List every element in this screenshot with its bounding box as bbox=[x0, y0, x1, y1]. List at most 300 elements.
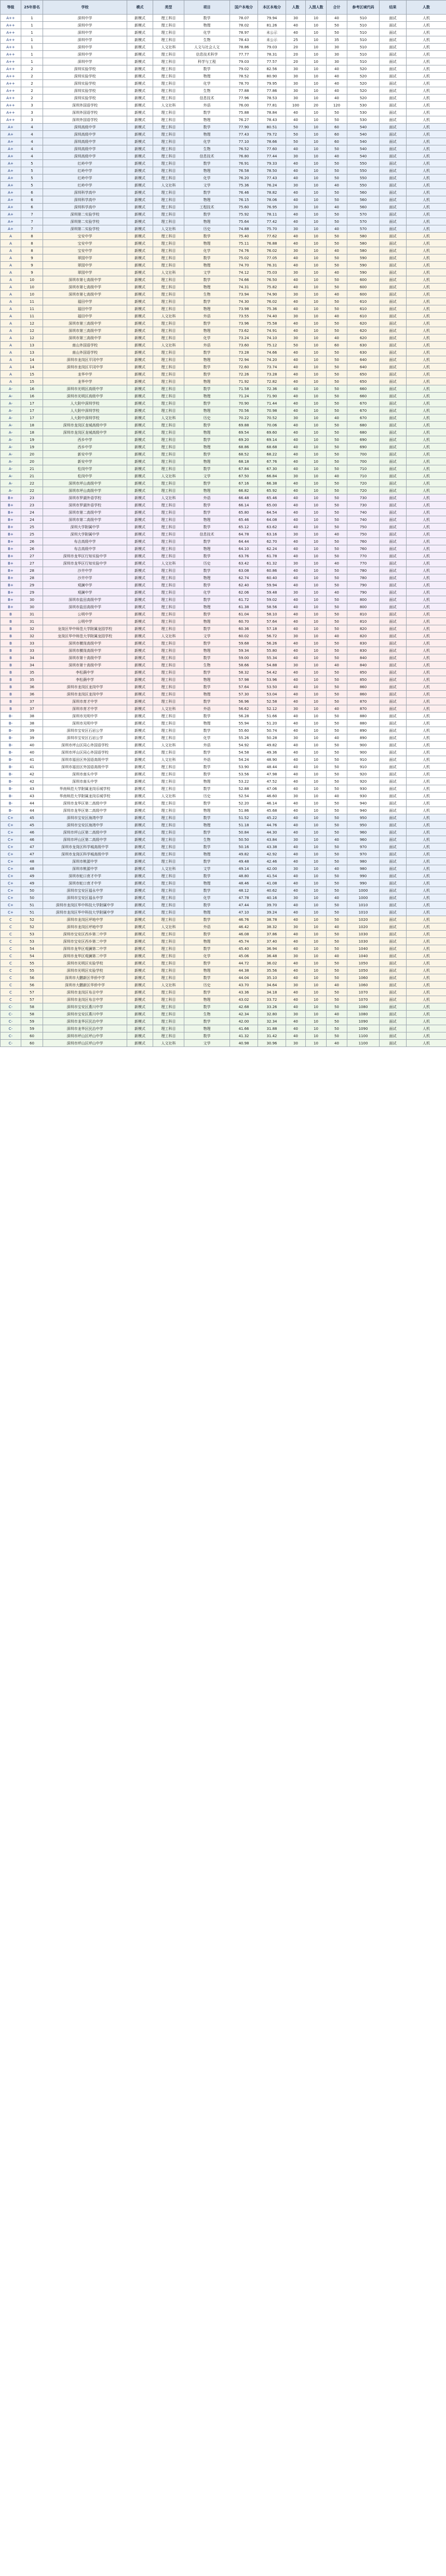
cell-status: 人机 bbox=[407, 734, 446, 742]
cell-type: 理工科目 bbox=[153, 247, 184, 254]
table-row bbox=[1, 334, 446, 342]
cell-project: 数学 bbox=[184, 611, 230, 618]
cell-school: 深圳中学 bbox=[43, 44, 127, 51]
cell-track-score: 52.88 bbox=[230, 785, 258, 793]
table-row bbox=[1, 393, 446, 400]
cell-total: 40 bbox=[327, 65, 347, 73]
cell-enroll: 40 bbox=[286, 458, 306, 465]
cell-status: 人机 bbox=[407, 989, 446, 996]
cell-mode: 新模式 bbox=[127, 611, 153, 618]
cell-result: 面试 bbox=[380, 73, 407, 80]
cell-enroll: 40 bbox=[286, 814, 306, 822]
table-row bbox=[1, 771, 446, 778]
cell-tier: B- bbox=[1, 771, 21, 778]
cell-rank: 18 bbox=[21, 422, 43, 429]
cell-school: 深圳市横岗高级中学 bbox=[43, 640, 127, 647]
cell-result: 面试 bbox=[380, 618, 407, 625]
cell-ref: 760 bbox=[347, 538, 380, 545]
cell-result: 面试 bbox=[380, 65, 407, 73]
cell-track-score: 42.68 bbox=[230, 1003, 258, 1011]
cell-status: 人机 bbox=[407, 116, 446, 124]
cell-total: 50 bbox=[327, 516, 347, 524]
cell-rank: 39 bbox=[21, 734, 43, 742]
cell-school: 深圳中学 bbox=[43, 58, 127, 65]
cell-type: 理工科目 bbox=[153, 582, 184, 589]
cell-enroll: 40 bbox=[286, 582, 306, 589]
cell-admit-score: 43.84 bbox=[258, 836, 286, 843]
cell-total: 50 bbox=[327, 298, 347, 305]
cell-status: 人机 bbox=[407, 44, 446, 51]
table-row bbox=[1, 894, 446, 902]
cell-rank: 12 bbox=[21, 320, 43, 327]
cell-project: 外语 bbox=[184, 313, 230, 320]
cell-enroll: 30 bbox=[286, 734, 306, 742]
cell-mode: 新模式 bbox=[127, 734, 153, 742]
cell-project: 物理 bbox=[184, 73, 230, 80]
cell-track-score: 77.10 bbox=[230, 138, 258, 145]
table-row bbox=[1, 742, 446, 749]
cell-admit-count: 10 bbox=[306, 480, 327, 487]
cell-admit-count: 10 bbox=[306, 167, 327, 175]
table-row bbox=[1, 480, 446, 487]
cell-track-score: 73.94 bbox=[230, 291, 258, 298]
cell-type: 人文社科 bbox=[153, 742, 184, 749]
cell-enroll: 40 bbox=[286, 603, 306, 611]
cell-enroll: 20 bbox=[286, 51, 306, 58]
cell-ref: 900 bbox=[347, 749, 380, 756]
cell-type: 人文社科 bbox=[153, 705, 184, 713]
cell-tier: A++ bbox=[1, 116, 21, 124]
cell-enroll: 40 bbox=[286, 574, 306, 582]
cell-mode: 新模式 bbox=[127, 698, 153, 705]
cell-ref: 1060 bbox=[347, 974, 380, 982]
cell-school: 深圳市第七高级中学 bbox=[43, 291, 127, 298]
cell-status: 人机 bbox=[407, 589, 446, 596]
cell-status: 人机 bbox=[407, 269, 446, 276]
cell-mode: 新模式 bbox=[127, 560, 153, 567]
cell-track-score: 63.76 bbox=[230, 553, 258, 560]
cell-mode: 新模式 bbox=[127, 749, 153, 756]
cell-result: 面试 bbox=[380, 771, 407, 778]
cell-ref: 930 bbox=[347, 793, 380, 800]
cell-project: 数学 bbox=[184, 65, 230, 73]
cell-ref: 790 bbox=[347, 589, 380, 596]
cell-ref: 900 bbox=[347, 742, 380, 749]
cell-tier: A+ bbox=[1, 124, 21, 131]
cell-project: 历史 bbox=[184, 560, 230, 567]
cell-status: 人机 bbox=[407, 247, 446, 254]
cell-enroll: 40 bbox=[286, 625, 306, 633]
cell-track-score: 49.14 bbox=[230, 865, 258, 873]
cell-status: 人机 bbox=[407, 414, 446, 422]
cell-ref: 830 bbox=[347, 640, 380, 647]
cell-ref: 550 bbox=[347, 175, 380, 182]
cell-track-score: 64.10 bbox=[230, 545, 258, 553]
cell-admit-count: 10 bbox=[306, 1025, 327, 1032]
cell-project: 外语 bbox=[184, 923, 230, 931]
table-row bbox=[1, 698, 446, 705]
cell-track-score: 46.08 bbox=[230, 931, 258, 938]
table-row bbox=[1, 567, 446, 574]
cell-mode: 新模式 bbox=[127, 829, 153, 836]
cell-type: 理工科目 bbox=[153, 378, 184, 385]
cell-rank: 36 bbox=[21, 691, 43, 698]
cell-mode: 新模式 bbox=[127, 880, 153, 887]
cell-admit-count: 10 bbox=[306, 371, 327, 378]
cell-track-score: 51.52 bbox=[230, 814, 258, 822]
cell-ref: 510 bbox=[347, 15, 380, 22]
cell-project: 数学 bbox=[184, 989, 230, 996]
cell-project: 信息技术科学 bbox=[184, 51, 230, 58]
cell-type: 理工科目 bbox=[153, 327, 184, 334]
cell-status: 人机 bbox=[407, 945, 446, 952]
cell-tier: A++ bbox=[1, 15, 21, 22]
cell-ref: 640 bbox=[347, 364, 380, 371]
cell-type: 理工科目 bbox=[153, 444, 184, 451]
cell-admit-count: 10 bbox=[306, 116, 327, 124]
cell-school: 深圳外国语学校 bbox=[43, 109, 127, 116]
cell-project: 信息技术 bbox=[184, 531, 230, 538]
cell-mode: 新模式 bbox=[127, 1018, 153, 1025]
cell-project: 物理 bbox=[184, 647, 230, 654]
cell-admit-count: 10 bbox=[306, 647, 327, 654]
cell-rank: 32 bbox=[21, 633, 43, 640]
cell-enroll: 40 bbox=[286, 771, 306, 778]
cell-status: 人机 bbox=[407, 727, 446, 734]
cell-tier: B+ bbox=[1, 574, 21, 582]
cell-enroll: 30 bbox=[286, 80, 306, 87]
table-row bbox=[1, 923, 446, 931]
cell-admit-count: 10 bbox=[306, 516, 327, 524]
cell-status: 人机 bbox=[407, 545, 446, 553]
table-body bbox=[1, 15, 446, 1047]
cell-mode: 新模式 bbox=[127, 596, 153, 603]
table-row bbox=[1, 284, 446, 291]
cell-total: 50 bbox=[327, 451, 347, 458]
cell-enroll: 40 bbox=[286, 407, 306, 414]
cell-total: 50 bbox=[327, 785, 347, 793]
cell-total: 50 bbox=[327, 713, 347, 720]
cell-total: 50 bbox=[327, 669, 347, 676]
cell-project: 数学 bbox=[184, 451, 230, 458]
cell-tier: B+ bbox=[1, 531, 21, 538]
cell-ref: 590 bbox=[347, 269, 380, 276]
cell-admit-count: 10 bbox=[306, 865, 327, 873]
cell-tier: A+ bbox=[1, 225, 21, 233]
cell-result: 面试 bbox=[380, 894, 407, 902]
cell-enroll: 30 bbox=[286, 291, 306, 298]
cell-tier: C bbox=[1, 916, 21, 923]
cell-track-score: 53.90 bbox=[230, 763, 258, 771]
cell-ref: 710 bbox=[347, 465, 380, 473]
cell-total: 50 bbox=[327, 1025, 347, 1032]
cell-admit-score: 77.57 bbox=[258, 58, 286, 65]
cell-project: 物理 bbox=[184, 444, 230, 451]
table-row bbox=[1, 938, 446, 945]
cell-ref: 1050 bbox=[347, 960, 380, 967]
cell-total: 50 bbox=[327, 364, 347, 371]
cell-result: 面试 bbox=[380, 829, 407, 836]
cell-result: 面试 bbox=[380, 654, 407, 662]
cell-school: 观澜中学 bbox=[43, 589, 127, 596]
cell-type: 人文社科 bbox=[153, 633, 184, 640]
cell-school: 深圳实验学校 bbox=[43, 65, 127, 73]
cell-track-score: 76.00 bbox=[230, 102, 258, 109]
cell-admit-score: 78.43 bbox=[258, 116, 286, 124]
cell-status: 人机 bbox=[407, 836, 446, 843]
cell-type: 理工科目 bbox=[153, 465, 184, 473]
cell-rank: 60 bbox=[21, 1032, 43, 1040]
cell-enroll: 50 bbox=[286, 131, 306, 138]
cell-total: 50 bbox=[327, 422, 347, 429]
cell-admit-count: 10 bbox=[306, 87, 327, 95]
cell-school: 公明中学 bbox=[43, 618, 127, 625]
cell-type: 人文社科 bbox=[153, 102, 184, 109]
cell-result: 面试 bbox=[380, 778, 407, 785]
cell-ref: 720 bbox=[347, 480, 380, 487]
cell-admit-score: 34.18 bbox=[258, 989, 286, 996]
cell-track-score: 50.16 bbox=[230, 843, 258, 851]
cell-ref: 1080 bbox=[347, 1003, 380, 1011]
cell-rank: 29 bbox=[21, 582, 43, 589]
cell-ref: 780 bbox=[347, 567, 380, 574]
cell-school: 深圳第二实验学校 bbox=[43, 211, 127, 218]
cell-project: 信息技术 bbox=[184, 95, 230, 102]
cell-status: 人机 bbox=[407, 647, 446, 654]
cell-school: 深圳市龙华区第二高级中学 bbox=[43, 807, 127, 814]
cell-tier: C bbox=[1, 989, 21, 996]
cell-admit-count: 10 bbox=[306, 909, 327, 916]
cell-admit-score: 54.88 bbox=[258, 662, 286, 669]
cell-result: 面试 bbox=[380, 487, 407, 494]
table-row bbox=[1, 73, 446, 80]
cell-admit-count: 10 bbox=[306, 793, 327, 800]
cell-admit-score: 32.34 bbox=[258, 1018, 286, 1025]
cell-school: 深圳市龙岗区龙城高级中学 bbox=[43, 429, 127, 436]
cell-mode: 新模式 bbox=[127, 1025, 153, 1032]
cell-total: 40 bbox=[327, 269, 347, 276]
cell-project: 物理 bbox=[184, 218, 230, 225]
cell-total: 50 bbox=[327, 145, 347, 153]
cell-total: 50 bbox=[327, 582, 347, 589]
cell-ref: 650 bbox=[347, 371, 380, 378]
cell-admit-score: 60.40 bbox=[258, 574, 286, 582]
cell-mode: 新模式 bbox=[127, 538, 153, 545]
cell-result: 面试 bbox=[380, 633, 407, 640]
cell-admit-score: 59.48 bbox=[258, 589, 286, 596]
cell-admit-score: 48.90 bbox=[258, 756, 286, 763]
table-row bbox=[1, 15, 446, 22]
cell-admit-count: 10 bbox=[306, 1018, 327, 1025]
cell-status: 人机 bbox=[407, 1011, 446, 1018]
cell-admit-count: 10 bbox=[306, 44, 327, 51]
cell-total: 50 bbox=[327, 763, 347, 771]
cell-admit-count: 10 bbox=[306, 182, 327, 189]
cell-track-score: 67.16 bbox=[230, 480, 258, 487]
cell-result: 面试 bbox=[380, 713, 407, 720]
cell-track-score: 68.52 bbox=[230, 451, 258, 458]
cell-result: 面试 bbox=[380, 516, 407, 524]
cell-admit-count: 10 bbox=[306, 727, 327, 734]
cell-track-score: 52.20 bbox=[230, 800, 258, 807]
cell-enroll: 40 bbox=[286, 902, 306, 909]
cell-tier: B bbox=[1, 669, 21, 676]
cell-tier: A bbox=[1, 298, 21, 305]
cell-type: 理工科目 bbox=[153, 567, 184, 574]
cell-ref: 770 bbox=[347, 553, 380, 560]
cell-school: 翠园中学 bbox=[43, 269, 127, 276]
table-row bbox=[1, 262, 446, 269]
cell-admit-score: 38.78 bbox=[258, 916, 286, 923]
cell-school: 深圳市龙岗区平冈中学 bbox=[43, 356, 127, 364]
cell-status: 人机 bbox=[407, 131, 446, 138]
cell-enroll: 40 bbox=[286, 298, 306, 305]
cell-project: 物理 bbox=[184, 356, 230, 364]
table-row bbox=[1, 87, 446, 95]
cell-admit-score: 54.42 bbox=[258, 669, 286, 676]
cell-tier: A- bbox=[1, 480, 21, 487]
cell-ref: 620 bbox=[347, 327, 380, 334]
cell-total: 50 bbox=[327, 996, 347, 1003]
cell-result: 面试 bbox=[380, 305, 407, 313]
cell-rank: 1 bbox=[21, 36, 43, 44]
cell-admit-count: 10 bbox=[306, 785, 327, 793]
cell-status: 人机 bbox=[407, 858, 446, 865]
cell-enroll: 40 bbox=[286, 807, 306, 814]
cell-result: 面试 bbox=[380, 451, 407, 458]
cell-tier: A bbox=[1, 320, 21, 327]
cell-school: 深圳市光明中学 bbox=[43, 720, 127, 727]
cell-tier: A+ bbox=[1, 218, 21, 225]
table-row bbox=[1, 669, 446, 676]
cell-track-score: 69.88 bbox=[230, 422, 258, 429]
cell-status: 人机 bbox=[407, 22, 446, 29]
cell-tier: B bbox=[1, 611, 21, 618]
cell-rank: 2 bbox=[21, 87, 43, 95]
cell-school: 深圳大学附属中学 bbox=[43, 524, 127, 531]
cell-result: 面试 bbox=[380, 567, 407, 574]
col-admit-score: 本区本地分 bbox=[258, 1, 286, 15]
cell-admit-score: 75.82 bbox=[258, 284, 286, 291]
cell-total: 40 bbox=[327, 531, 347, 538]
cell-tier: C bbox=[1, 996, 21, 1003]
cell-admit-count: 10 bbox=[306, 538, 327, 545]
cell-type: 人文社科 bbox=[153, 44, 184, 51]
cell-status: 人机 bbox=[407, 378, 446, 385]
cell-mode: 新模式 bbox=[127, 822, 153, 829]
cell-result: 面试 bbox=[380, 364, 407, 371]
table-row bbox=[1, 269, 446, 276]
cell-project: 外语 bbox=[184, 756, 230, 763]
cell-track-score: 66.14 bbox=[230, 502, 258, 509]
cell-track-score: 54.92 bbox=[230, 742, 258, 749]
cell-mode: 新模式 bbox=[127, 116, 153, 124]
cell-admit-count: 10 bbox=[306, 843, 327, 851]
cell-track-score: 75.02 bbox=[230, 254, 258, 262]
cell-tier: A- bbox=[1, 487, 21, 494]
cell-enroll: 30 bbox=[286, 73, 306, 80]
table-row bbox=[1, 22, 446, 29]
cell-track-score: 50.50 bbox=[230, 836, 258, 843]
cell-mode: 新模式 bbox=[127, 923, 153, 931]
table-row bbox=[1, 596, 446, 603]
table-row bbox=[1, 683, 446, 691]
cell-admit-count: 10 bbox=[306, 356, 327, 364]
cell-school: 深圳市坪山区坪山中学 bbox=[43, 1032, 127, 1040]
cell-admit-count: 10 bbox=[306, 145, 327, 153]
cell-admit-score: 33.26 bbox=[258, 1003, 286, 1011]
cell-result: 面试 bbox=[380, 1018, 407, 1025]
cell-mode: 新模式 bbox=[127, 87, 153, 95]
cell-project: 生物 bbox=[184, 145, 230, 153]
cell-type: 理工科目 bbox=[153, 189, 184, 196]
cell-total: 40 bbox=[327, 923, 347, 931]
cell-result: 面试 bbox=[380, 145, 407, 153]
cell-enroll: 40 bbox=[286, 262, 306, 269]
cell-school: 深圳市横岗高级中学 bbox=[43, 647, 127, 654]
cell-tier: C bbox=[1, 960, 21, 967]
cell-rank: 1 bbox=[21, 22, 43, 29]
table-row bbox=[1, 662, 446, 669]
cell-total: 50 bbox=[327, 393, 347, 400]
cell-admit-score: 62.24 bbox=[258, 545, 286, 553]
cell-school: 深圳市龙华区行知实验中学 bbox=[43, 553, 127, 560]
cell-ref: 850 bbox=[347, 669, 380, 676]
cell-rank: 26 bbox=[21, 545, 43, 553]
cell-total: 50 bbox=[327, 654, 347, 662]
cell-school: 深圳市盐田高级中学 bbox=[43, 596, 127, 603]
cell-enroll: 40 bbox=[286, 480, 306, 487]
cell-mode: 新模式 bbox=[127, 691, 153, 698]
cell-admit-count: 10 bbox=[306, 393, 327, 400]
cell-ref: 610 bbox=[347, 305, 380, 313]
cell-status: 人机 bbox=[407, 494, 446, 502]
cell-result: 面试 bbox=[380, 393, 407, 400]
cell-result: 面试 bbox=[380, 175, 407, 182]
cell-status: 人机 bbox=[407, 102, 446, 109]
cell-tier: C+ bbox=[1, 909, 21, 916]
cell-enroll: 40 bbox=[286, 611, 306, 618]
cell-enroll: 40 bbox=[286, 385, 306, 393]
cell-type: 理工科目 bbox=[153, 480, 184, 487]
cell-admit-score: 51.66 bbox=[258, 713, 286, 720]
cell-admit-score: 74.40 bbox=[258, 313, 286, 320]
table-row bbox=[1, 109, 446, 116]
cell-admit-score: 50.74 bbox=[258, 727, 286, 734]
cell-track-score: 62.40 bbox=[230, 582, 258, 589]
cell-ref: 720 bbox=[347, 487, 380, 494]
cell-enroll: 40 bbox=[286, 698, 306, 705]
cell-mode: 新模式 bbox=[127, 407, 153, 414]
cell-rank: 10 bbox=[21, 291, 43, 298]
cell-result: 面试 bbox=[380, 284, 407, 291]
cell-admit-count: 10 bbox=[306, 320, 327, 327]
cell-type: 理工科目 bbox=[153, 698, 184, 705]
cell-project: 物理 bbox=[184, 378, 230, 385]
table-row bbox=[1, 829, 446, 836]
table-row bbox=[1, 574, 446, 582]
cell-result: 面试 bbox=[380, 545, 407, 553]
cell-enroll: 40 bbox=[286, 429, 306, 436]
cell-rank: 14 bbox=[21, 356, 43, 364]
cell-total: 50 bbox=[327, 647, 347, 654]
cell-enroll: 30 bbox=[286, 633, 306, 640]
cell-enroll: 30 bbox=[286, 982, 306, 989]
table-row bbox=[1, 931, 446, 938]
cell-project: 外语 bbox=[184, 102, 230, 109]
cell-rank: 39 bbox=[21, 727, 43, 734]
cell-enroll: 40 bbox=[286, 167, 306, 175]
